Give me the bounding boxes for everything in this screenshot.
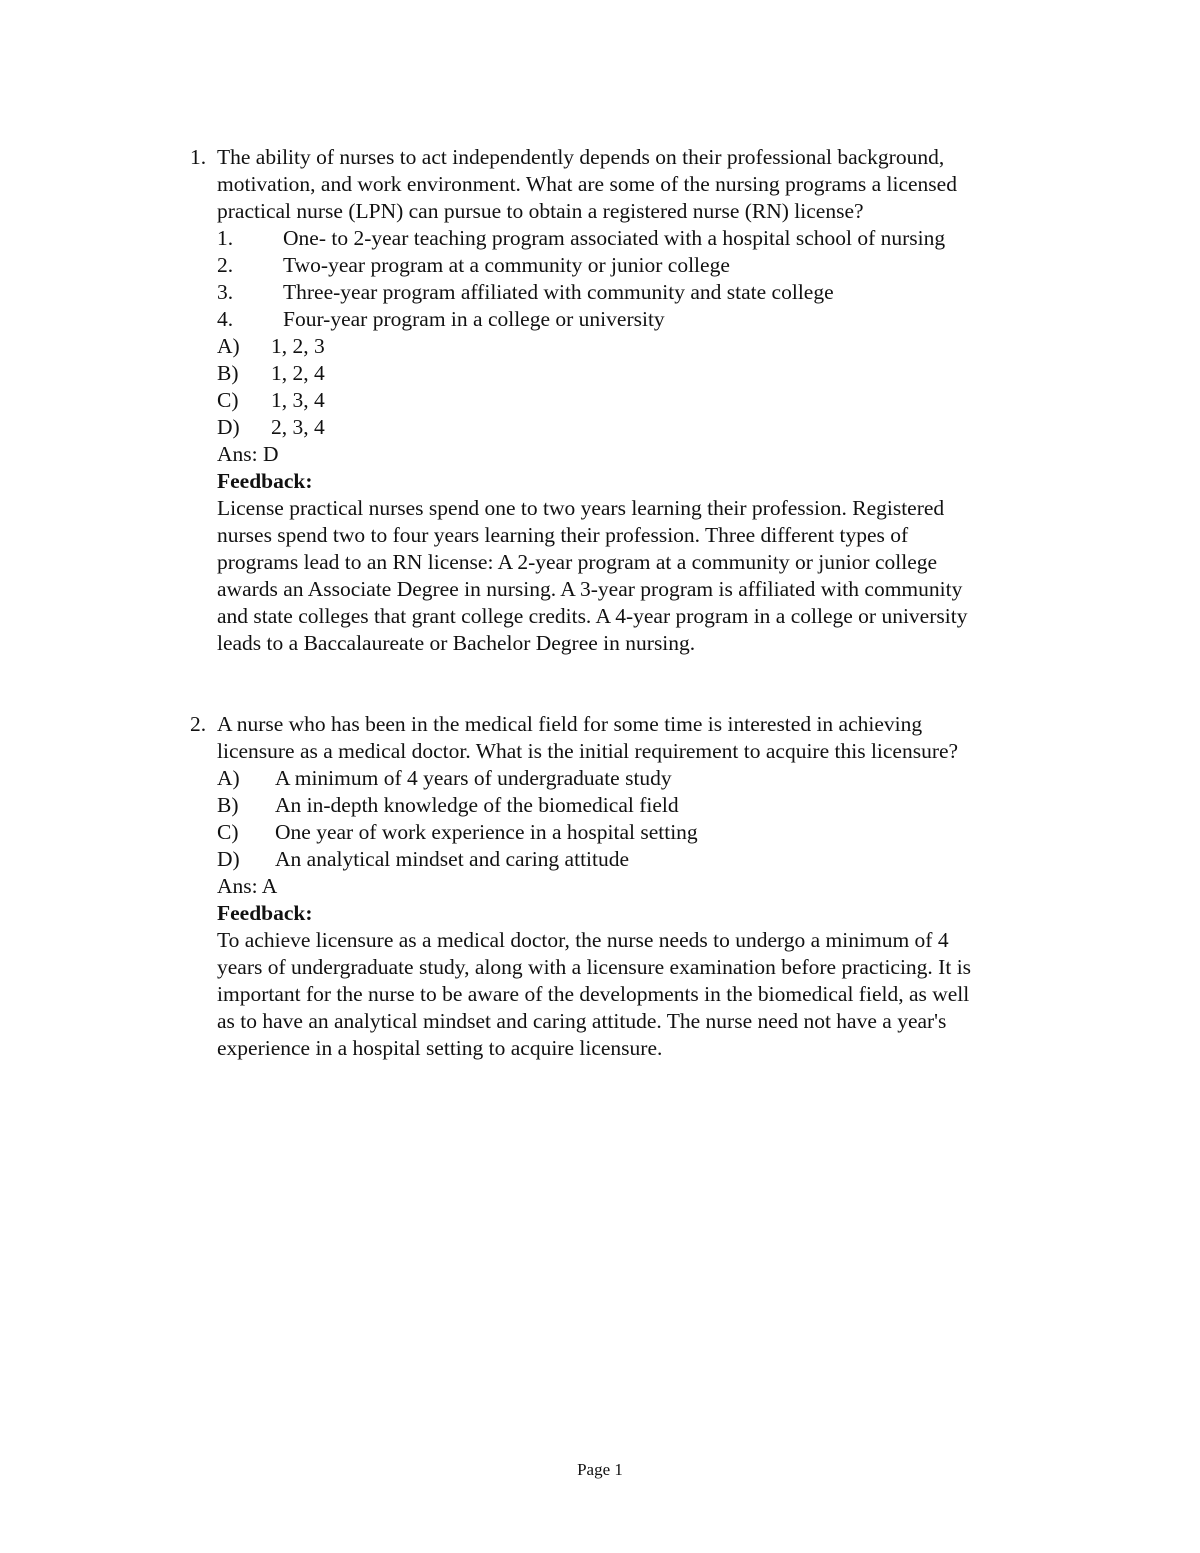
answer: Ans: A <box>217 874 278 898</box>
question-stem-line: A nurse who has been in the medical field for some time is interested in achieving <box>217 712 923 736</box>
feedback-line: awards an Associate Degree in nursing. A 3-year program is affiliated with community <box>217 577 963 601</box>
option-letter: C) <box>217 388 239 412</box>
option-text: 1, 3, 4 <box>271 388 325 412</box>
option-text: One year of work experience in a hospital setting <box>275 820 698 844</box>
question-stem-line: The ability of nurses to act independently depends on their professional background, <box>217 145 945 169</box>
answer: Ans: D <box>217 442 279 466</box>
feedback-line: nurses spend two to four years learning their profession. Three different types of <box>217 523 909 547</box>
list-item-text: Three-year program affiliated with community and state college <box>283 280 834 304</box>
option-text: An in-depth knowledge of the biomedical field <box>275 793 679 817</box>
question-number: 2. <box>190 712 207 736</box>
question-stem-line: practical nurse (LPN) can pursue to obtain a registered nurse (RN) license? <box>217 199 864 223</box>
question-number: 1. <box>190 145 207 169</box>
feedback-line: experience in a hospital setting to acquire licensure. <box>217 1036 663 1060</box>
feedback-line: and state colleges that grant college credits. A 4-year program in a college or university <box>217 604 968 628</box>
option-text: A minimum of 4 years of undergraduate study <box>275 766 672 790</box>
list-item-text: Four-year program in a college or university <box>283 307 665 331</box>
list-item-text: One- to 2-year teaching program associated with a hospital school of nursing <box>283 226 946 250</box>
feedback-line: License practical nurses spend one to two years learning their profession. Registered <box>217 496 945 520</box>
question-stem-line: licensure as a medical doctor. What is the initial requirement to acquire this licensure? <box>217 739 959 763</box>
feedback-line: programs lead to an RN license: A 2-year program at a community or junior college <box>217 550 938 574</box>
option-letter: C) <box>217 820 239 844</box>
option-letter: A) <box>217 766 240 790</box>
list-item-number: 1. <box>217 226 234 250</box>
list-item-number: 4. <box>217 307 234 331</box>
feedback-label: Feedback: <box>217 469 313 493</box>
list-item-text: Two-year program at a community or junior college <box>283 253 730 277</box>
option-text: 1, 2, 4 <box>271 361 325 385</box>
list-item-number: 2. <box>217 253 234 277</box>
feedback-line: To achieve licensure as a medical doctor, the nurse needs to undergo a minimum of 4 <box>217 928 949 952</box>
option-letter: B) <box>217 793 239 817</box>
option-letter: D) <box>217 415 240 439</box>
option-text: An analytical mindset and caring attitude <box>275 847 630 871</box>
page-number: Page 1 <box>577 1460 623 1479</box>
question-stem-line: motivation, and work environment. What are some of the nursing programs a licensed <box>217 172 957 196</box>
feedback-line: as to have an analytical mindset and caring attitude. The nurse need not have a year's <box>217 1009 947 1033</box>
feedback-label: Feedback: <box>217 901 313 925</box>
list-item-number: 3. <box>217 280 234 304</box>
option-letter: D) <box>217 847 240 871</box>
feedback-line: leads to a Baccalaureate or Bachelor Degree in nursing. <box>217 631 696 655</box>
option-letter: A) <box>217 334 240 358</box>
option-text: 1, 2, 3 <box>271 334 325 358</box>
option-letter: B) <box>217 361 239 385</box>
feedback-line: years of undergraduate study, along with a licensure examination before practicing. It is <box>217 955 972 979</box>
feedback-line: important for the nurse to be aware of the developments in the biomedical field, as well <box>217 982 970 1006</box>
option-text: 2, 3, 4 <box>271 415 325 439</box>
